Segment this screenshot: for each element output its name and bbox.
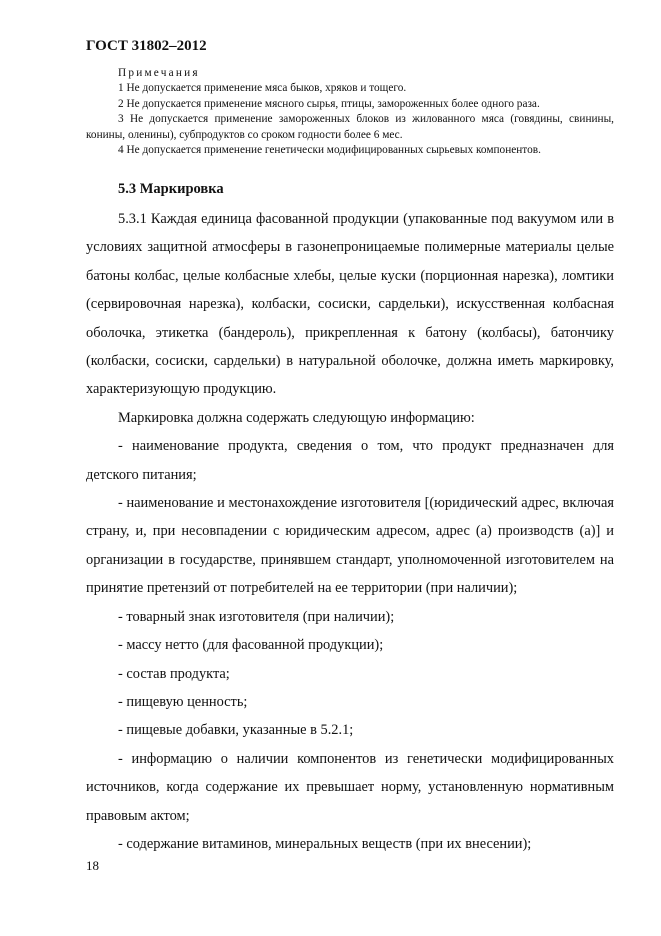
paragraph: - наименование и местонахождение изготовителя [(юридический адрес, включая страну, и, при несовпадении с юридическим адресом, адрес (а) производств (а)] и организации в государстве, принявшем стандарт, уполномоченной изготовителем на принятие претензий от потребителей на ее территории (при наличии);: [86, 495, 614, 597]
paragraph: - состав продукта;: [118, 665, 230, 682]
note-item: 2 Не допускается применение мясного сырья, птицы, замороженных более одного раза.: [118, 97, 540, 110]
document-header: ГОСТ 31802–2012: [86, 38, 207, 54]
paragraph: Маркировка должна содержать следующую информацию:: [118, 409, 475, 426]
notes-title: Примечания: [118, 67, 200, 79]
notes-block: [86, 66, 614, 158]
paragraph: - наименование продукта, сведения о том, что продукт предназначен для детского питания;: [86, 438, 614, 483]
note-item: 1 Не допускается применение мяса быков, хряков и тощего.: [118, 82, 407, 95]
section-body: [86, 205, 614, 858]
paragraph: 5.3.1 Каждая единица фасованной продукции (упакованные под вакуумом или в условиях защитной атмосферы в газонепроницаемые полимерные материалы целые батоны колбас, целые колбасные хлебы, целые куски (порционная нарезка), ломтики (сервировочная нарезка), колбаски, сосиски, сардельки), искусственная колбасная оболочка, этикетка (бандероль), прикрепленная к батону (колбасы), батончику (колбаски, сосиски, сардельки) в натуральной оболочке, должна иметь маркировку, характеризующую продукцию.: [86, 211, 614, 398]
page-number: 18: [86, 858, 99, 873]
note-item: 4 Не допускается применение генетически модифицированных сырьевых компонентов.: [118, 144, 541, 157]
paragraph: - массу нетто (для фасованной продукции);: [118, 637, 384, 654]
paragraph: - информацию о наличии компонентов из генетически модифицированных источников, когда содержание их превышает норму, установленную нормативным правовым актом;: [86, 750, 614, 824]
paragraph: - содержание витаминов, минеральных веществ (при их внесении);: [118, 835, 532, 852]
paragraph: - товарный знак изготовителя (при наличии);: [118, 608, 395, 625]
paragraph: - пищевые добавки, указанные в 5.2.1;: [118, 722, 354, 739]
section-heading: 5.3 Маркировка: [118, 181, 224, 197]
paragraph: - пищевую ценность;: [118, 693, 248, 710]
note-item: 3 Не допускается применение замороженных блоков из жилованного мяса (говядины, свинины, конины, оленины), субпродуктов со сроком годности более 6 мес.: [86, 113, 614, 141]
